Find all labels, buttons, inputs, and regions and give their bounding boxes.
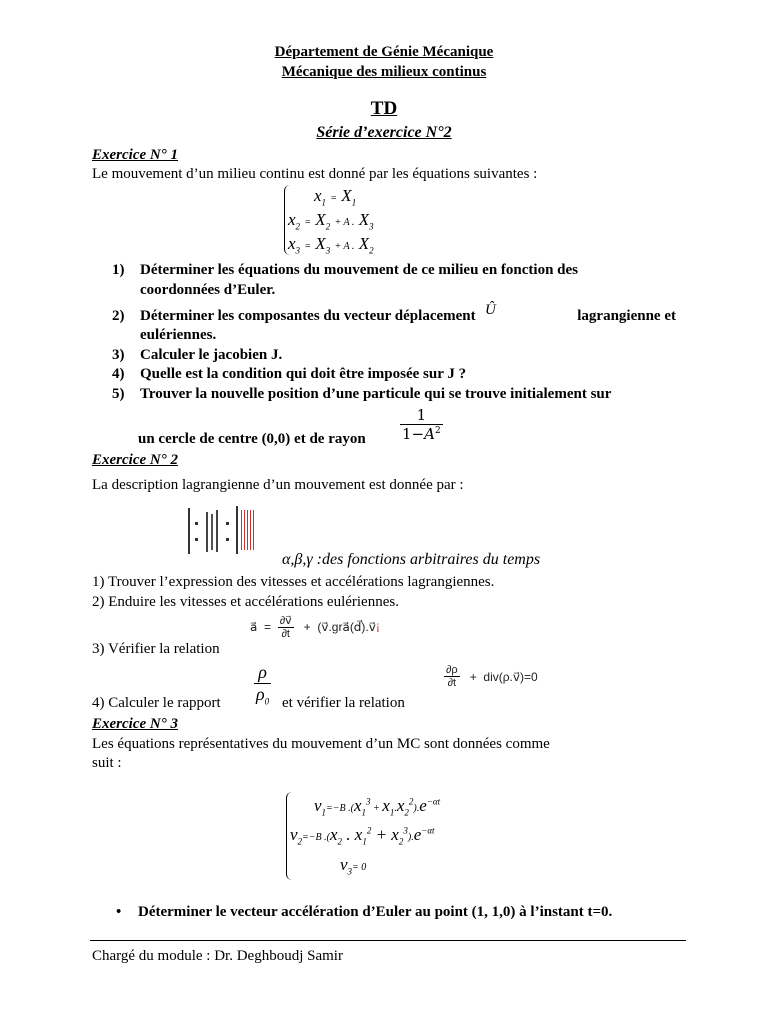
exercise-3-bullet: • Déterminer le vecteur accélération d’Euler au point (1, 1,0) à l’instant t=0. [116, 904, 613, 920]
exercise-3-intro: Les équations représentatives du mouvement d’un MC sont données comme [92, 736, 550, 752]
density-ratio: $\frac{\rho}{\rho_0}$ [256, 662, 270, 707]
question-1-3: 3) Calculer le jacobien J. [112, 347, 283, 363]
question-1-1: 1) Déterminer les équations du mouvement de ce milieu en fonction des [112, 262, 579, 278]
continuity-relation: $\frac{\partial\rho}{\partial t}$ + div(ρ.v⃗)=0 [446, 664, 538, 689]
exercise-1-title: Exercice N° 1 [92, 147, 178, 163]
department-title: Département de Génie Mécanique [274, 44, 494, 60]
vector-u-symbol: Û [484, 302, 496, 318]
arbitrary-functions-note: α,β,γ :des fonctions arbitraires du temps [282, 551, 541, 568]
exercise-1-intro: Le mouvement d’un milieu continu est donné par les équations suivantes : [92, 166, 538, 182]
velocity-v2: $v_2=-B$ $.(x_2$ . $x_1^2 + x_2^3).e^{-\alpha t}$ [290, 825, 435, 847]
question-1-4: 4) Quelle est la condition qui doit être imposée sur J ? [112, 366, 467, 382]
question-1-2: 2) Déterminer les composantes du vecteur déplacement Û lagrangienne et [112, 302, 676, 324]
footer-divider [90, 940, 686, 941]
lagrangian-equation-image [186, 500, 266, 562]
radius-fraction: $\frac{1}{1-A^2}$ [402, 406, 441, 443]
equation-x2: $x_2 = X_2 + A$ . $X_3$ [288, 210, 374, 232]
exercise-2-intro: La description lagrangienne d’un mouvement est donnée par : [92, 477, 464, 493]
question-1-1-cont: coordonnées d’Euler. [140, 282, 276, 298]
question-2-3: 3) Vérifier la relation [92, 641, 220, 657]
td-title: TD [370, 98, 398, 119]
question-2-2: 2) Enduire les vitesses et accélérations eulériennes. [92, 594, 399, 610]
acceleration-relation: a⃗ = $\frac{\partial v⃗}{\partial t}$ + (v⃗.gra⃗(d⃗).v⃗¡ [250, 615, 380, 640]
question-2-4b: et vérifier la relation [282, 695, 405, 711]
bullet-icon: • [116, 904, 122, 920]
question-2-4a: 4) Calculer le rapport [92, 695, 221, 711]
equation-x3: $x_3 = X_3 + A$ . $X_2$ [288, 234, 374, 256]
exercise-2-title: Exercice N° 2 [92, 452, 178, 468]
serie-title: Série d’exercice N°2 [316, 124, 452, 141]
question-1-5-cont: un cercle de centre (0,0) et de rayon [138, 431, 366, 447]
equation-x1: $x_1 = X_1$ [314, 186, 357, 208]
velocity-v3: $v_3= 0$ [340, 855, 367, 877]
question-1-5: 5) Trouver la nouvelle position d’une particule qui se trouve initialement sur [112, 386, 612, 402]
exercise-3-title: Exercice N° 3 [92, 716, 178, 732]
footer-teacher: Chargé du module : Dr. Deghboudj Samir [92, 948, 343, 964]
question-1-2-cont: eulériennes. [140, 327, 217, 343]
exercise-3-intro-cont: suit : [92, 755, 122, 771]
course-title: Mécanique des milieux continus [281, 64, 487, 80]
velocity-v1: $v_1=-B$ $.(x_1^3 + x_1.x_2^2).e^{-\alpha t}$ [314, 796, 441, 818]
question-2-1: 1) Trouver l’expression des vitesses et accélérations lagrangiennes. [92, 574, 495, 590]
